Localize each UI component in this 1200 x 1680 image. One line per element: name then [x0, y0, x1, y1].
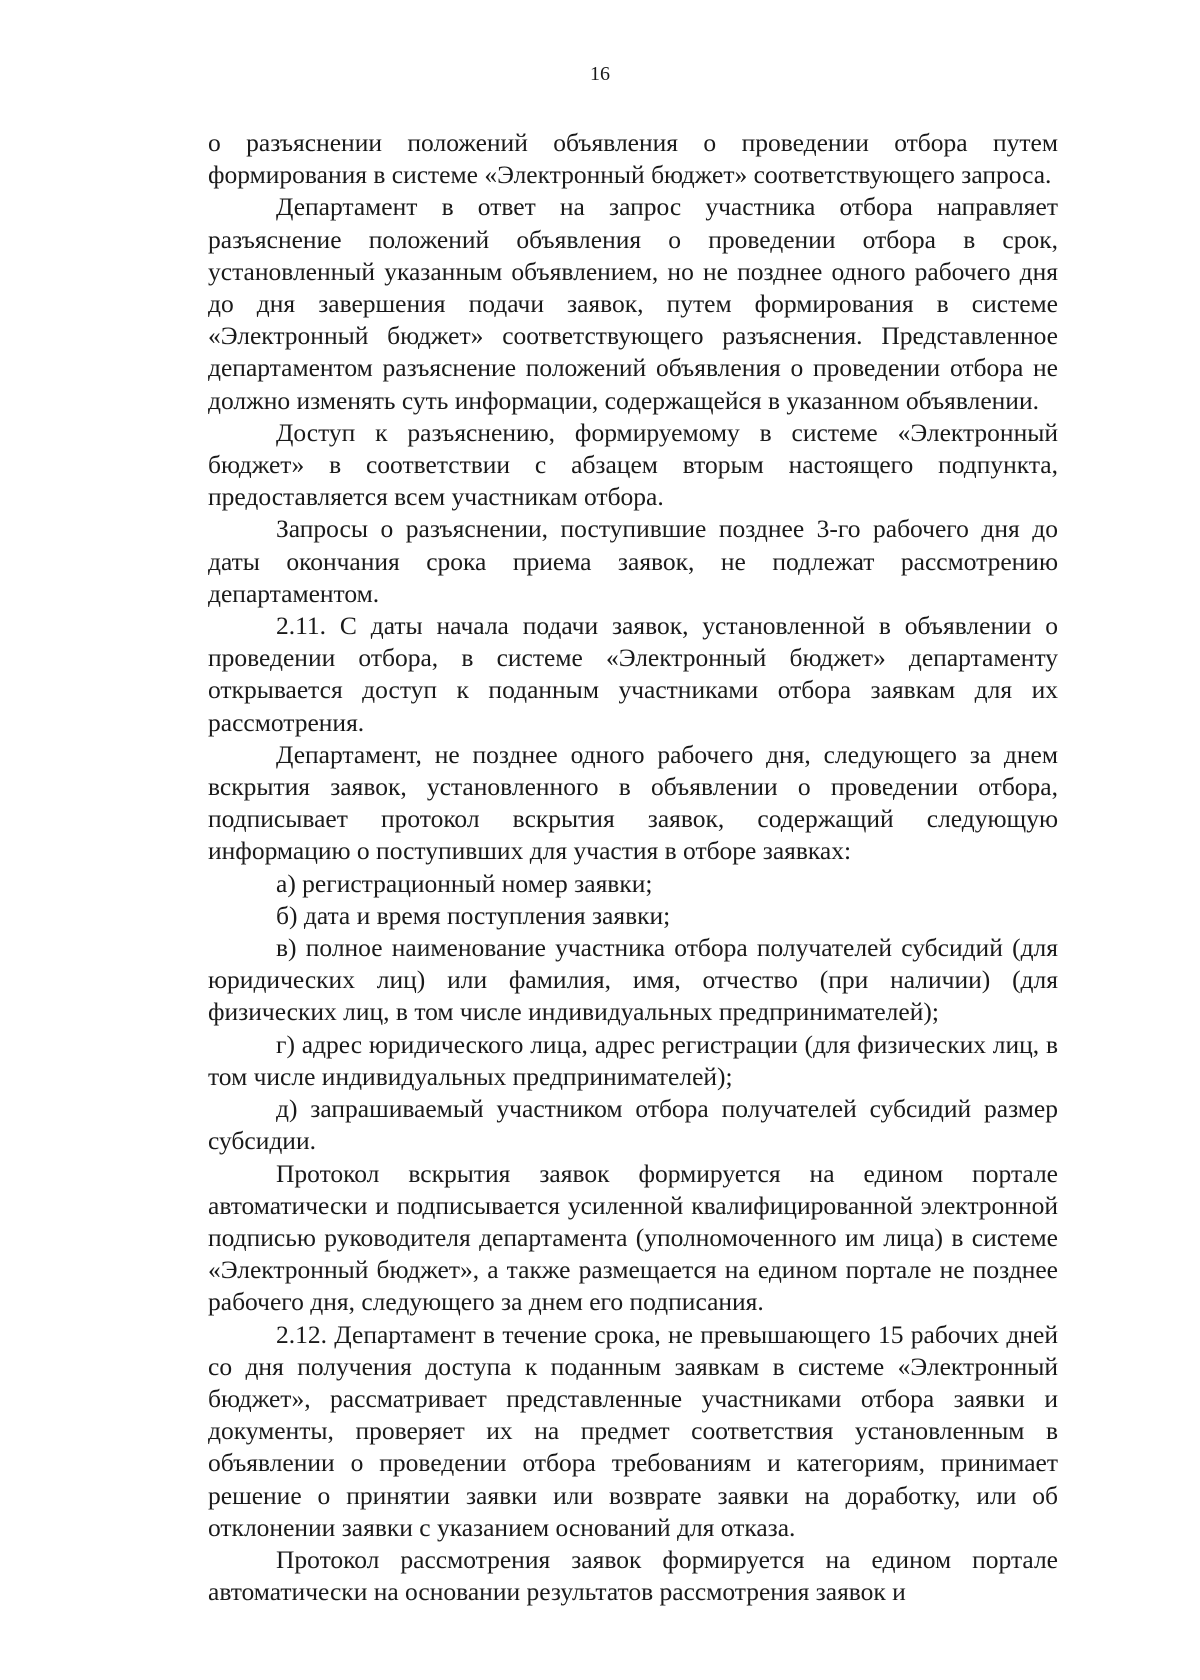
paragraph-protocol-signing: Протокол вскрытия заявок формируется на едином портале автоматически и подписывается усиленной квалифицированной электронной подписью руководителя департамента (уполномоченного им лица) в системе «Электронный бюджет», а также размещается на едином портале не позднее рабочего дня, следующего за днем его подписания. — [208, 1158, 1058, 1317]
paragraph-section-2-12: 2.12. Департамент в течение срока, не превышающего 15 рабочих дней со дня получения доступа к поданным заявкам в системе «Электронный бюджет», рассматривает представленные участниками отбора заявки и документы, проверяет их на предмет соответствия установленным в объявлении о проведении отбора требованиям и категориям, принимает решение о принятии заявки или возврате заявки на доработку, или об отклонении заявки с указанием оснований для отказа. — [208, 1319, 1058, 1542]
document-body — [208, 127, 1058, 1608]
paragraph-department-response: Департамент в ответ на запрос участника отбора направляет разъяснение положений объявления о проведении отбора в срок, установленный указанным объявлением, но не позднее одного рабочего дня до дня завершения подачи заявок, путем формирования в системе «Электронный бюджет» соответствующего разъяснения. Представленное департаментом разъяснение положений объявления о проведении отбора не должно изменять суть информации, содержащейся в указанном объявлении. — [208, 192, 1058, 415]
paragraph-clarification-request: о разъяснении положений объявления о проведении отбора путем формирования в системе «Электронный бюджет» соответствующего запроса. — [208, 128, 1058, 190]
list-item-v: в) полное наименование участника отбора получателей субсидий (для юридических лиц) или фамилия, имя, отчество (при наличии) (для физических лиц, в том числе индивидуальных предпринимателей); — [208, 933, 1058, 1027]
paragraph-access-to-clarification: Доступ к разъяснению, формируемому в системе «Электронный бюджет» в соответствии с абзацем вторым настоящего подпункта, предоставляется всем участникам отбора. — [208, 417, 1058, 512]
list-item-g: г) адрес юридического лица, адрес регистрации (для физических лиц, в том числе индивидуальных предпринимателей); — [208, 1029, 1058, 1091]
paragraph-late-requests: Запросы о разъяснении, поступившие позднее 3-го рабочего дня до даты окончания срока приема заявок, не подлежат рассмотрению департаментом. — [208, 514, 1058, 608]
list-item-d: д) запрашиваемый участником отбора получателей субсидий размер субсидии. — [208, 1094, 1058, 1156]
list-item-b: б) дата и время поступления заявки; — [276, 900, 671, 930]
page-number: 16 — [590, 63, 610, 85]
paragraph-opening-protocol: Департамент, не позднее одного рабочего дня, следующего за днем вскрытия заявок, установленного в объявлении о проведении отбора, подписывает протокол вскрытия заявок, содержащий следующую информацию о поступивших для участия в отборе заявках: — [208, 739, 1058, 866]
paragraph-review-protocol: Протокол рассмотрения заявок формируется на едином портале автоматически на основании результатов рассмотрения заявок и — [208, 1544, 1058, 1607]
list-item-a: а) регистрационный номер заявки; — [276, 868, 653, 898]
paragraph-section-2-11: 2.11. С даты начала подачи заявок, установленной в объявлении о проведении отбора, в системе «Электронный бюджет» департаменту открывается доступ к поданным участниками отбора заявкам для их рассмотрения. — [208, 611, 1058, 737]
